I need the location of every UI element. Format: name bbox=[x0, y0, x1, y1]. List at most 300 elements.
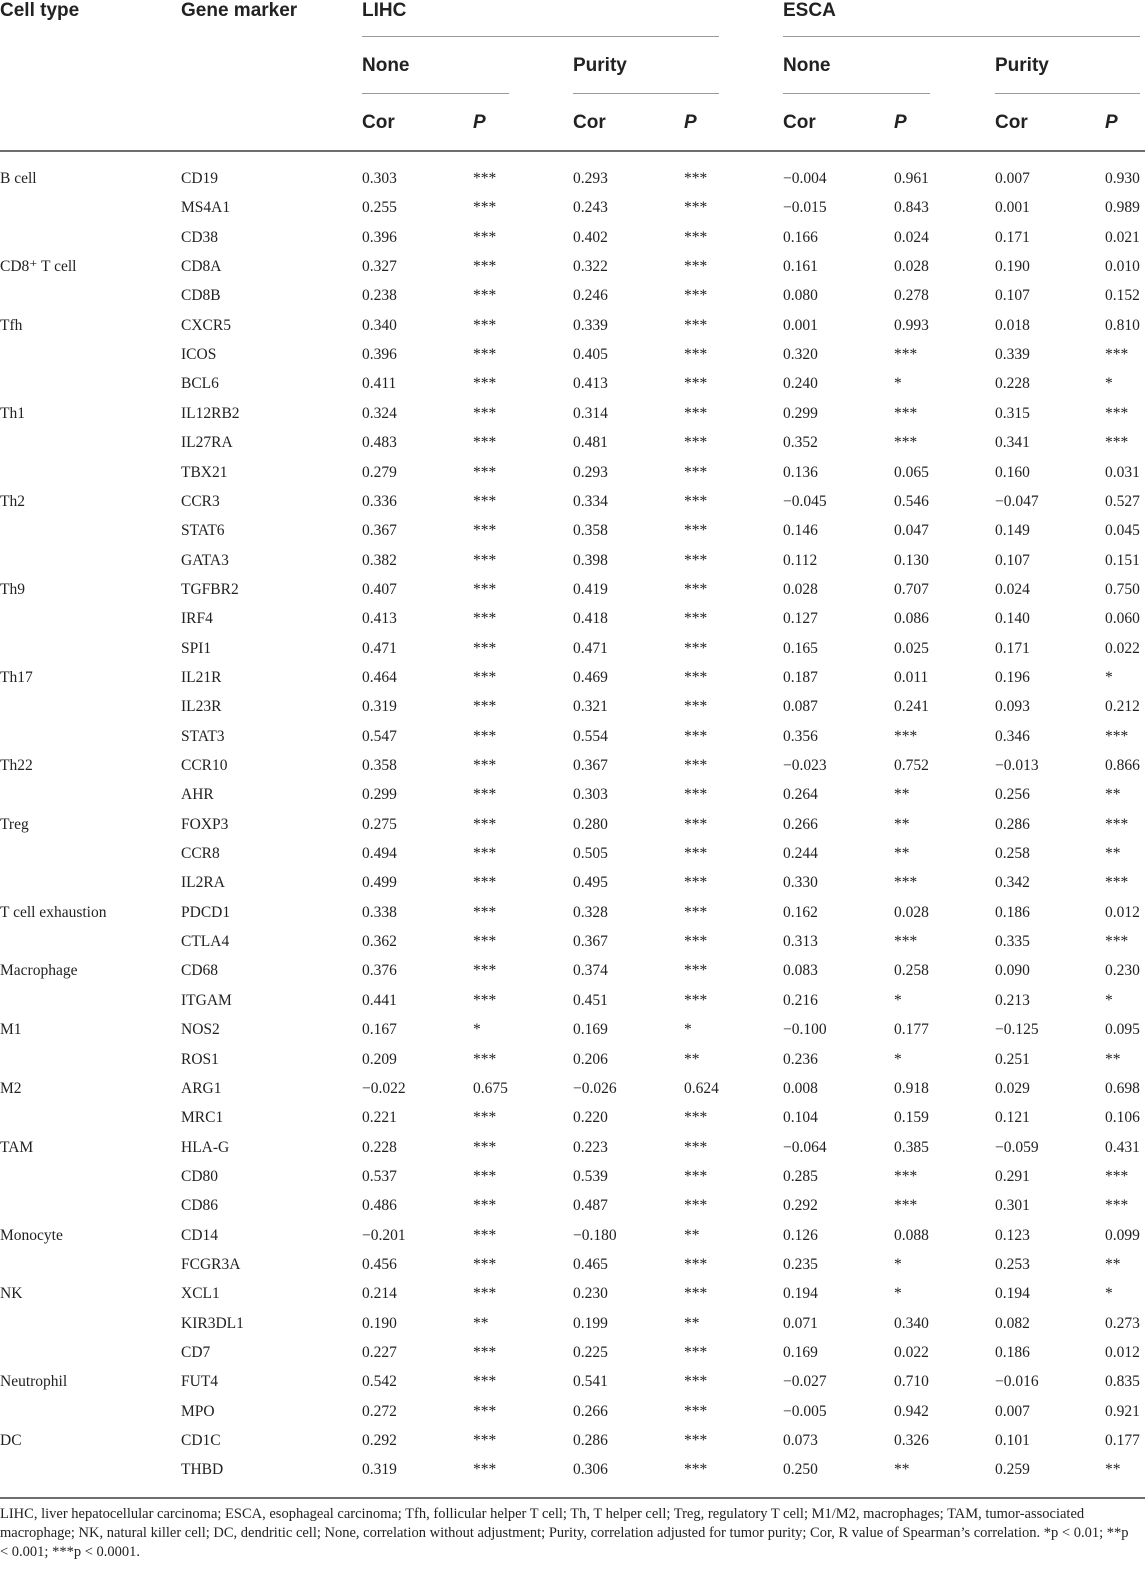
table-row bbox=[0, 1367, 1145, 1396]
table-row bbox=[0, 281, 1145, 310]
p-value: *** bbox=[684, 170, 708, 187]
table-row bbox=[0, 780, 1145, 809]
cor-value: 0.235 bbox=[783, 1255, 818, 1273]
p-value: *** bbox=[473, 258, 497, 276]
header-esca: ESCA bbox=[783, 0, 836, 21]
cor-value: 0.216 bbox=[783, 991, 818, 1009]
cor-value: 0.238 bbox=[362, 287, 397, 305]
cor-value: 0.259 bbox=[995, 1461, 1030, 1479]
cor-value: 0.319 bbox=[362, 1461, 397, 1479]
cell-type-label: NK bbox=[0, 1285, 23, 1303]
p-value: *** bbox=[894, 346, 918, 364]
table-row bbox=[0, 340, 1145, 369]
p-value: *** bbox=[473, 1226, 497, 1244]
p-value: *** bbox=[684, 639, 708, 657]
p-value: *** bbox=[684, 815, 708, 833]
p-value: *** bbox=[684, 404, 708, 422]
cor-value: 0.251 bbox=[995, 1050, 1030, 1068]
p-value: 0.710 bbox=[894, 1373, 929, 1391]
table-row bbox=[0, 1338, 1145, 1367]
p-value: *** bbox=[473, 316, 497, 334]
cor-value: 0.301 bbox=[995, 1197, 1030, 1215]
cor-value: 0.322 bbox=[573, 258, 608, 276]
cor-value: 0.358 bbox=[362, 757, 397, 774]
p-value: *** bbox=[684, 698, 708, 716]
gene-marker-label: TBX21 bbox=[181, 463, 228, 481]
p-value: *** bbox=[473, 874, 497, 892]
cor-value: 0.537 bbox=[362, 1167, 397, 1185]
cor-value: 0.402 bbox=[573, 228, 608, 246]
p-value: 0.045 bbox=[1105, 522, 1140, 540]
header-p: P bbox=[1105, 112, 1118, 133]
gene-marker-label: GATA3 bbox=[181, 551, 229, 569]
cor-value: 0.166 bbox=[783, 228, 818, 246]
esca-none-rule bbox=[783, 93, 930, 94]
cor-value: 0.339 bbox=[995, 346, 1030, 364]
table-row bbox=[0, 927, 1145, 956]
p-value: *** bbox=[684, 1197, 708, 1215]
cor-value: 0.090 bbox=[995, 962, 1030, 980]
cor-value: 0.240 bbox=[783, 375, 818, 393]
p-value: *** bbox=[473, 170, 497, 187]
p-value: *** bbox=[684, 727, 708, 745]
cell-type-label: DC bbox=[0, 1432, 22, 1450]
cell-type-label: T cell exhaustion bbox=[0, 903, 107, 921]
p-value: 0.095 bbox=[1105, 1021, 1140, 1039]
p-value: 0.010 bbox=[1105, 258, 1140, 276]
p-value: *** bbox=[473, 1138, 497, 1156]
p-value: 0.177 bbox=[1105, 1432, 1140, 1450]
p-value: *** bbox=[473, 991, 497, 1009]
gene-marker-label: SPI1 bbox=[181, 639, 212, 657]
cor-value: 0.071 bbox=[783, 1314, 818, 1332]
header-esca-purity: Purity bbox=[995, 55, 1049, 76]
p-value: *** bbox=[1105, 727, 1129, 745]
table-row bbox=[0, 751, 1145, 780]
p-value: *** bbox=[684, 962, 708, 980]
p-value: *** bbox=[684, 933, 708, 951]
table-row bbox=[0, 1191, 1145, 1220]
gene-marker-label: HLA-G bbox=[181, 1138, 230, 1156]
header-bottom-rule bbox=[0, 150, 1145, 152]
cor-value: 0.299 bbox=[783, 404, 818, 422]
cor-value: −0.005 bbox=[783, 1402, 827, 1420]
header-p: P bbox=[894, 112, 907, 133]
cor-value: −0.045 bbox=[783, 492, 827, 510]
cor-value: 0.258 bbox=[995, 845, 1030, 863]
cell-type-label: Tfh bbox=[0, 316, 23, 334]
cor-value: 0.303 bbox=[573, 786, 608, 804]
p-value: 0.750 bbox=[1105, 580, 1140, 598]
p-value: *** bbox=[473, 1197, 497, 1215]
cor-value: 0.303 bbox=[362, 170, 397, 187]
gene-marker-label: CD86 bbox=[181, 1197, 219, 1215]
cor-value: 0.186 bbox=[995, 1344, 1030, 1361]
p-value: 0.021 bbox=[1105, 228, 1140, 246]
gene-marker-label: FUT4 bbox=[181, 1373, 219, 1391]
cor-value: 0.293 bbox=[573, 463, 608, 481]
p-value: *** bbox=[473, 463, 497, 481]
cor-value: 0.367 bbox=[362, 522, 397, 540]
cor-value: 0.419 bbox=[573, 580, 608, 598]
cor-value: 0.539 bbox=[573, 1167, 608, 1185]
cor-value: 0.146 bbox=[783, 522, 818, 540]
p-value: 0.212 bbox=[1105, 698, 1140, 716]
p-value: 0.961 bbox=[894, 170, 929, 187]
p-value: *** bbox=[684, 991, 708, 1009]
cor-value: 0.140 bbox=[995, 610, 1030, 628]
table-row bbox=[0, 428, 1145, 457]
p-value: ** bbox=[894, 786, 910, 804]
cor-value: 0.255 bbox=[362, 199, 397, 217]
gene-marker-label: CD7 bbox=[181, 1344, 211, 1361]
p-value: *** bbox=[1105, 346, 1129, 364]
p-value: 0.151 bbox=[1105, 551, 1140, 569]
cor-value: 0.481 bbox=[573, 434, 608, 452]
cor-value: 0.554 bbox=[573, 727, 608, 745]
cor-value: 0.007 bbox=[995, 1402, 1030, 1420]
cor-value: 0.214 bbox=[362, 1285, 397, 1303]
p-value: *** bbox=[894, 434, 918, 452]
cor-value: 0.306 bbox=[573, 1461, 608, 1479]
p-value: 0.921 bbox=[1105, 1402, 1140, 1420]
cell-type-label: Macrophage bbox=[0, 962, 78, 980]
p-value: *** bbox=[473, 551, 497, 569]
p-value: *** bbox=[473, 1167, 497, 1185]
table-row bbox=[0, 252, 1145, 281]
cor-value: −0.023 bbox=[783, 757, 827, 774]
p-value: * bbox=[1105, 1285, 1113, 1303]
cell-type-label: M1 bbox=[0, 1021, 22, 1039]
cor-value: 0.196 bbox=[995, 668, 1030, 686]
cor-value: 0.320 bbox=[783, 346, 818, 364]
p-value: *** bbox=[473, 346, 497, 364]
p-value: ** bbox=[894, 845, 910, 863]
cor-value: 0.279 bbox=[362, 463, 397, 481]
p-value: *** bbox=[473, 1402, 497, 1420]
cor-value: 0.413 bbox=[573, 375, 608, 393]
cor-value: 0.227 bbox=[362, 1344, 397, 1361]
cor-value: 0.223 bbox=[573, 1138, 608, 1156]
cor-value: 0.362 bbox=[362, 933, 397, 951]
p-value: * bbox=[894, 1285, 902, 1303]
cor-value: 0.230 bbox=[573, 1285, 608, 1303]
p-value: *** bbox=[684, 1109, 708, 1127]
cor-value: −0.015 bbox=[783, 199, 827, 217]
p-value: * bbox=[894, 991, 902, 1009]
p-value: 0.675 bbox=[473, 1079, 508, 1097]
p-value: 0.022 bbox=[1105, 639, 1140, 657]
cell-type-label: Th17 bbox=[0, 668, 33, 686]
lihc-purity-rule bbox=[573, 93, 719, 94]
p-value: *** bbox=[473, 1461, 497, 1479]
cor-value: 0.286 bbox=[573, 1432, 608, 1450]
cor-value: 0.008 bbox=[783, 1079, 818, 1097]
p-value: *** bbox=[684, 1373, 708, 1391]
cor-value: 0.228 bbox=[362, 1138, 397, 1156]
p-value: *** bbox=[684, 757, 708, 774]
p-value: *** bbox=[473, 522, 497, 540]
p-value: *** bbox=[684, 375, 708, 393]
p-value: 0.047 bbox=[894, 522, 929, 540]
table-row bbox=[0, 986, 1145, 1015]
p-value: *** bbox=[473, 1344, 497, 1361]
gene-marker-label: CD8B bbox=[181, 287, 221, 305]
p-value: *** bbox=[684, 1402, 708, 1420]
cor-value: 0.396 bbox=[362, 228, 397, 246]
p-value: 0.707 bbox=[894, 580, 929, 598]
cor-value: 0.093 bbox=[995, 698, 1030, 716]
table-row bbox=[0, 1103, 1145, 1132]
p-value: 0.012 bbox=[1105, 903, 1140, 921]
cor-value: 0.028 bbox=[783, 580, 818, 598]
p-value: 0.546 bbox=[894, 492, 929, 510]
table-row bbox=[0, 1045, 1145, 1074]
cor-value: 0.342 bbox=[995, 874, 1030, 892]
gene-marker-label: IL2RA bbox=[181, 874, 225, 892]
table-row bbox=[0, 399, 1145, 428]
cor-value: 0.266 bbox=[573, 1402, 608, 1420]
cor-value: 0.334 bbox=[573, 492, 608, 510]
esca-purity-rule bbox=[995, 93, 1140, 94]
table-row bbox=[0, 839, 1145, 868]
cor-value: 0.126 bbox=[783, 1226, 818, 1244]
cell-type-label: Treg bbox=[0, 815, 29, 833]
cor-value: 0.225 bbox=[573, 1344, 608, 1361]
p-value: *** bbox=[894, 404, 918, 422]
cor-value: 0.505 bbox=[573, 845, 608, 863]
p-value: *** bbox=[684, 258, 708, 276]
cor-value: 0.495 bbox=[573, 874, 608, 892]
p-value: ** bbox=[684, 1226, 700, 1244]
p-value: ** bbox=[1105, 1461, 1121, 1479]
cor-value: 0.244 bbox=[783, 845, 818, 863]
cor-value: 0.315 bbox=[995, 404, 1030, 422]
p-value: *** bbox=[684, 316, 708, 334]
table-row bbox=[0, 634, 1145, 663]
cor-value: 0.328 bbox=[573, 903, 608, 921]
cor-value: 0.324 bbox=[362, 404, 397, 422]
cor-value: 0.160 bbox=[995, 463, 1030, 481]
cor-value: 0.464 bbox=[362, 668, 397, 686]
p-value: 0.624 bbox=[684, 1079, 719, 1097]
p-value: *** bbox=[684, 522, 708, 540]
cor-value: 0.292 bbox=[783, 1197, 818, 1215]
p-value: 0.012 bbox=[1105, 1344, 1140, 1361]
p-value: 0.942 bbox=[894, 1402, 929, 1420]
cor-value: 0.127 bbox=[783, 610, 818, 628]
cor-value: 0.352 bbox=[783, 434, 818, 452]
p-value: *** bbox=[473, 786, 497, 804]
cor-value: 0.382 bbox=[362, 551, 397, 569]
cor-value: −0.027 bbox=[783, 1373, 827, 1391]
lihc-none-rule bbox=[362, 93, 509, 94]
p-value: * bbox=[473, 1021, 481, 1039]
table-row bbox=[0, 369, 1145, 398]
gene-marker-label: ICOS bbox=[181, 346, 217, 364]
cor-value: 0.228 bbox=[995, 375, 1030, 393]
gene-marker-label: CD80 bbox=[181, 1167, 219, 1185]
p-value: 0.698 bbox=[1105, 1079, 1140, 1097]
gene-marker-label: IL21R bbox=[181, 668, 222, 686]
cor-value: 0.358 bbox=[573, 522, 608, 540]
header-gene-marker: Gene marker bbox=[181, 0, 298, 21]
p-value: *** bbox=[684, 845, 708, 863]
table-row bbox=[0, 1426, 1145, 1455]
p-value: * bbox=[684, 1021, 692, 1039]
table-row bbox=[0, 193, 1145, 222]
cell-type-label: M2 bbox=[0, 1079, 22, 1097]
gene-marker-label: XCL1 bbox=[181, 1285, 220, 1303]
cor-value: 0.029 bbox=[995, 1079, 1030, 1097]
cor-value: 0.499 bbox=[362, 874, 397, 892]
gene-marker-label: TGFBR2 bbox=[181, 580, 239, 598]
table-row bbox=[0, 164, 1145, 193]
p-value: *** bbox=[473, 404, 497, 422]
p-value: * bbox=[1105, 991, 1113, 1009]
cor-value: 0.376 bbox=[362, 962, 397, 980]
p-value: ** bbox=[1105, 845, 1121, 863]
p-value: *** bbox=[473, 492, 497, 510]
gene-marker-label: IL27RA bbox=[181, 434, 233, 452]
gene-marker-label: KIR3DL1 bbox=[181, 1314, 244, 1332]
header-p: P bbox=[473, 112, 486, 133]
p-value: *** bbox=[684, 668, 708, 686]
gene-marker-label: CCR10 bbox=[181, 757, 228, 774]
p-value: *** bbox=[684, 228, 708, 246]
p-value: *** bbox=[684, 610, 708, 628]
p-value: *** bbox=[473, 1050, 497, 1068]
gene-marker-label: STAT6 bbox=[181, 522, 225, 540]
p-value: *** bbox=[1105, 815, 1129, 833]
cor-value: 0.024 bbox=[995, 580, 1030, 598]
p-value: *** bbox=[684, 903, 708, 921]
cor-value: 0.190 bbox=[995, 258, 1030, 276]
p-value: 0.431 bbox=[1105, 1138, 1140, 1156]
cor-value: 0.292 bbox=[362, 1432, 397, 1450]
cor-value: 0.112 bbox=[783, 551, 818, 569]
cor-value: 0.136 bbox=[783, 463, 818, 481]
p-value: *** bbox=[1105, 1167, 1129, 1185]
p-value: *** bbox=[684, 1255, 708, 1273]
cor-value: 0.080 bbox=[783, 287, 818, 305]
header-cor: Cor bbox=[573, 112, 606, 133]
p-value: *** bbox=[684, 1167, 708, 1185]
table-row bbox=[0, 516, 1145, 545]
cor-value: −0.064 bbox=[783, 1138, 827, 1156]
cor-value: 0.367 bbox=[573, 933, 608, 951]
p-value: * bbox=[894, 375, 902, 393]
cor-value: 0.082 bbox=[995, 1314, 1030, 1332]
p-value: *** bbox=[684, 1138, 708, 1156]
table-row bbox=[0, 223, 1145, 252]
table-row bbox=[0, 1455, 1145, 1484]
cor-value: 0.001 bbox=[783, 316, 818, 334]
gene-marker-label: AHR bbox=[181, 786, 214, 804]
cor-value: 0.236 bbox=[783, 1050, 818, 1068]
p-value: *** bbox=[473, 580, 497, 598]
p-value: *** bbox=[894, 1167, 918, 1185]
header-lihc: LIHC bbox=[362, 0, 407, 21]
cor-value: 0.187 bbox=[783, 668, 818, 686]
table-row bbox=[0, 487, 1145, 516]
cell-type-label: Th22 bbox=[0, 757, 33, 774]
cell-type-label: Th9 bbox=[0, 580, 25, 598]
gene-marker-label: MPO bbox=[181, 1402, 215, 1420]
p-value: *** bbox=[473, 698, 497, 716]
cor-value: 0.101 bbox=[995, 1432, 1030, 1450]
table-row bbox=[0, 810, 1145, 839]
cor-value: 0.243 bbox=[573, 199, 608, 217]
header-cor: Cor bbox=[783, 112, 816, 133]
p-value: 0.843 bbox=[894, 199, 929, 217]
cor-value: 0.123 bbox=[995, 1226, 1030, 1244]
p-value: 0.031 bbox=[1105, 463, 1140, 481]
gene-marker-label: CXCR5 bbox=[181, 316, 231, 334]
p-value: *** bbox=[684, 551, 708, 569]
header-cor: Cor bbox=[362, 112, 395, 133]
cell-type-label: Monocyte bbox=[0, 1226, 63, 1244]
header-p: P bbox=[684, 112, 697, 133]
gene-marker-label: IL23R bbox=[181, 698, 222, 716]
cor-value: 0.073 bbox=[783, 1432, 818, 1450]
lihc-group-rule bbox=[362, 36, 719, 37]
p-value: *** bbox=[473, 199, 497, 217]
gene-marker-label: ARG1 bbox=[181, 1079, 222, 1097]
cor-value: −0.180 bbox=[573, 1226, 617, 1244]
cor-value: 0.319 bbox=[362, 698, 397, 716]
table-footnote: LIHC, liver hepatocellular carcinoma; ESCA, esophageal carcinoma; Tfh, follicular helper T cell; Th, T helper cell; Treg, regulatory T cell; M1/M2, macrophages; TAM, tumor-associated macrophage; NK, natural killer cell; DC, dendritic cell; None, correlation without adjustment; Purity, correlation adjusted for tumor purity; Cor, R value of Spearman’s correlation. *p < 0.01; **p < 0.001; ***p < 0.0001. bbox=[0, 1506, 1129, 1560]
cor-value: 0.469 bbox=[573, 668, 608, 686]
cor-value: −0.125 bbox=[995, 1021, 1039, 1039]
p-value: *** bbox=[894, 933, 918, 951]
p-value: *** bbox=[473, 287, 497, 305]
cor-value: 0.483 bbox=[362, 434, 397, 452]
table-row bbox=[0, 1133, 1145, 1162]
gene-marker-label: BCL6 bbox=[181, 375, 219, 393]
cor-value: −0.026 bbox=[573, 1079, 617, 1097]
cor-value: 0.413 bbox=[362, 610, 397, 628]
p-value: 0.177 bbox=[894, 1021, 929, 1039]
p-value: *** bbox=[684, 199, 708, 217]
gene-marker-label: NOS2 bbox=[181, 1021, 220, 1039]
p-value: ** bbox=[684, 1050, 700, 1068]
cor-value: 0.266 bbox=[783, 815, 818, 833]
header-cell-type: Cell type bbox=[0, 0, 80, 21]
p-value: *** bbox=[1105, 404, 1129, 422]
table-row bbox=[0, 458, 1145, 487]
p-value: 0.993 bbox=[894, 316, 929, 334]
p-value: *** bbox=[1105, 1197, 1129, 1215]
cell-type-label: Neutrophil bbox=[0, 1373, 68, 1391]
cell-type-label: CD8⁺ T cell bbox=[0, 258, 77, 276]
p-value: ** bbox=[1105, 786, 1121, 804]
cor-value: 0.264 bbox=[783, 786, 818, 804]
cor-value: 0.327 bbox=[362, 258, 397, 276]
p-value: 0.385 bbox=[894, 1138, 929, 1156]
gene-marker-label: CCR8 bbox=[181, 845, 220, 863]
cor-value: 0.313 bbox=[783, 933, 818, 951]
cor-value: −0.201 bbox=[362, 1226, 406, 1244]
cor-value: 0.547 bbox=[362, 727, 397, 745]
table-row bbox=[0, 604, 1145, 633]
p-value: 0.278 bbox=[894, 287, 929, 305]
p-value: 0.088 bbox=[894, 1226, 929, 1244]
cor-value: 0.411 bbox=[362, 375, 397, 393]
p-value: * bbox=[894, 1255, 902, 1273]
cor-value: −0.004 bbox=[783, 170, 827, 187]
cell-type-label: B cell bbox=[0, 170, 37, 187]
